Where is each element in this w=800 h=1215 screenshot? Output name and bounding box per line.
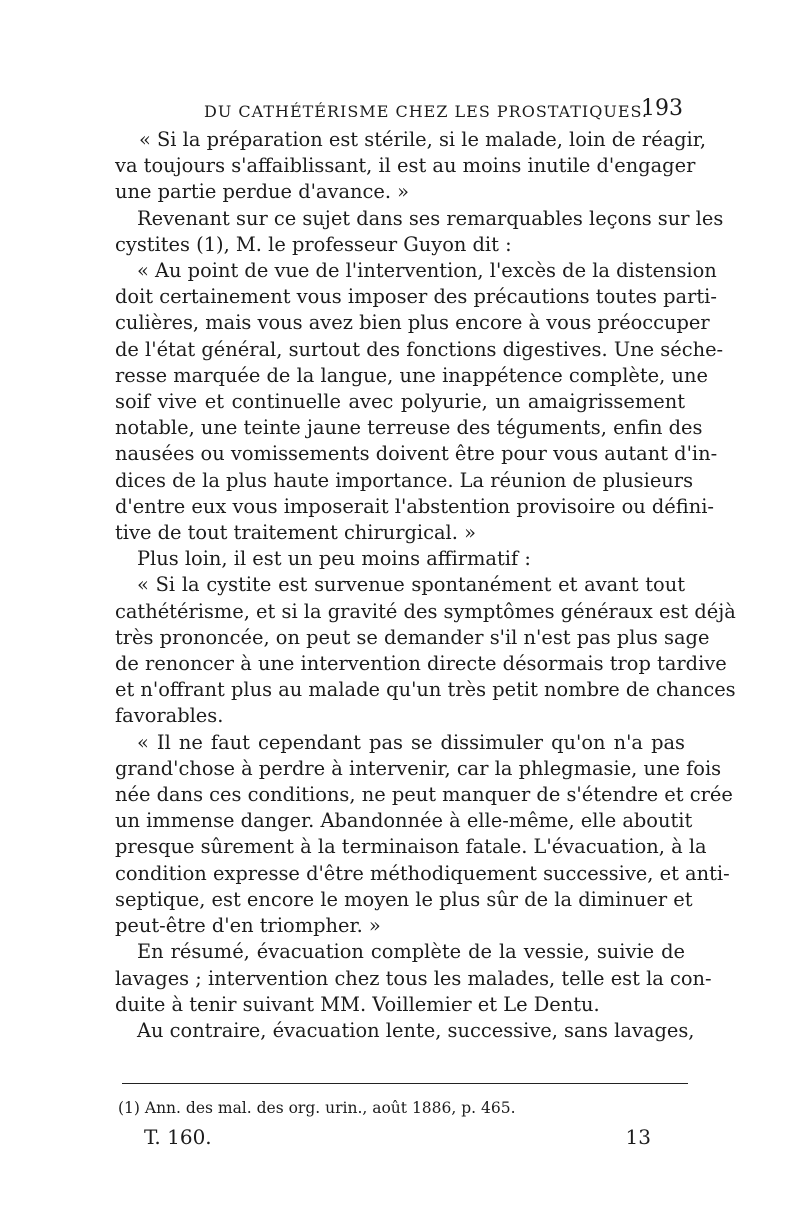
text-line: cystites (1), M. le professeur Guyon dit : xyxy=(115,232,512,256)
footnote: (1) Ann. des mal. des org. urin., août 1886, p. 465. xyxy=(118,1099,516,1117)
text-line: nausées ou vomissements doivent être pour vous autant d'in- xyxy=(115,442,718,466)
text-line: née dans ces conditions, ne peut manquer de s'étendre et crée xyxy=(115,783,733,807)
text-line: Plus loin, il est un peu moins affirmatif : xyxy=(137,547,531,571)
text-line: dices de la plus haute importance. La réunion de plusieurs xyxy=(115,468,694,492)
text-line: peut-être d'en triompher. » xyxy=(115,914,381,938)
text-line: grand'chose à perdre à intervenir, car la phlegmasie, une fois xyxy=(115,756,722,780)
text-line: notable, une teinte jaune terreuse des téguments, enfin des xyxy=(115,416,703,440)
text-line: Revenant sur ce sujet dans ses remarquables leçons sur les xyxy=(137,206,724,230)
text-line: un immense danger. Abandonnée à elle-même, elle aboutit xyxy=(115,809,693,833)
text-line: « Si la cystite est survenue spontanément et avant tout xyxy=(137,573,685,597)
body-text xyxy=(115,127,736,1044)
text-line: condition expresse d'être méthodiquement successive, et anti- xyxy=(115,861,730,885)
text-line: une partie perdue d'avance. » xyxy=(115,180,410,204)
text-line: cathétérisme, et si la gravité des symptômes généraux est déjà xyxy=(115,599,736,623)
text-line: duite à tenir suivant MM. Voillemier et Le Dentu. xyxy=(115,992,600,1016)
text-line: « Au point de vue de l'intervention, l'excès de la distension xyxy=(137,259,717,283)
text-line: va toujours s'affaiblissant, il est au moins inutile d'engager xyxy=(115,154,696,178)
running-head xyxy=(118,96,683,128)
text-line: « Si la préparation est stérile, si le malade, loin de réagir, xyxy=(139,128,707,151)
text-line: et n'offrant plus au malade qu'un très petit nombre de chances xyxy=(115,678,736,702)
text-line: soif vive et continuelle avec polyurie, un amaigrissement xyxy=(115,390,685,414)
page-number: 193 xyxy=(641,96,683,121)
text-line: de renoncer à une intervention directe désormais trop tardive xyxy=(115,652,727,676)
text-line: doit certainement vous imposer des précautions toutes parti- xyxy=(115,285,717,309)
running-head-title: DU CATHÉTÉRISME CHEZ LES PROSTATIQUES. xyxy=(204,102,648,121)
text-line: presque sûrement à la terminaison fatale. L'évacuation, à la xyxy=(115,835,707,859)
text-line: tive de tout traitement chirurgical. » xyxy=(115,521,476,545)
text-line: Au contraire, évacuation lente, successive, sans lavages, xyxy=(137,1018,695,1042)
text-line: culières, mais vous avez bien plus encore à vous préoccuper xyxy=(115,311,710,335)
text-line: septique, est encore le moyen le plus sûr de la diminuer et xyxy=(115,887,693,911)
text-line: En résumé, évacuation complète de la vessie, suivie de xyxy=(137,940,685,964)
text-line: de l'état général, surtout des fonctions digestives. Une séche- xyxy=(115,337,724,361)
text-line: lavages ; intervention chez tous les malades, telle est la con- xyxy=(115,966,712,990)
footnote-divider xyxy=(122,1083,688,1084)
text-line: favorables. xyxy=(115,704,224,728)
text-line: resse marquée de la langue, une inappétence complète, une xyxy=(115,363,708,387)
text-line: « Il ne faut cependant pas se dissimuler qu'on n'a pas xyxy=(137,730,685,754)
sheet-signature: 13 xyxy=(625,1125,651,1149)
text-line: d'entre eux vous imposerait l'abstention provisoire ou défini- xyxy=(115,494,714,518)
text-line: très prononcée, on peut se demander s'il n'est pas plus sage xyxy=(115,625,710,649)
volume-mark: T. 160. xyxy=(144,1125,212,1149)
